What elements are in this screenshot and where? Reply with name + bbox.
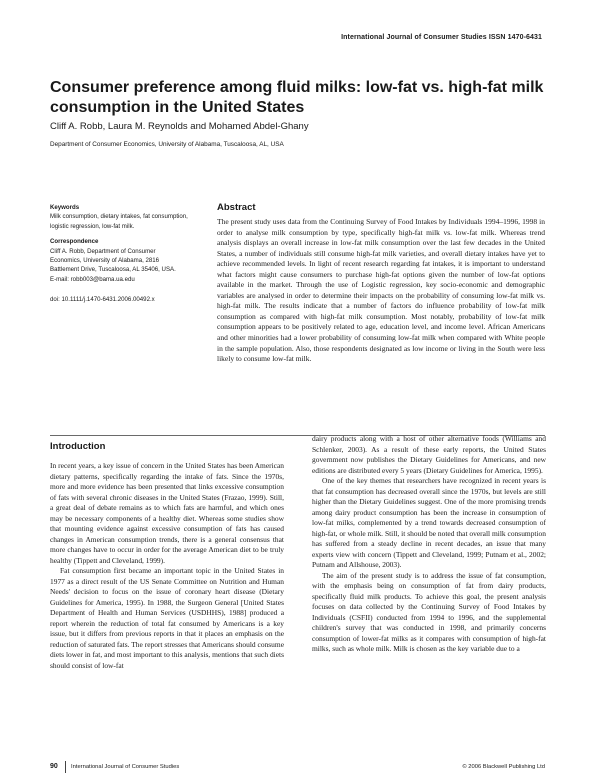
- article-info-sidebar: [50, 203, 200, 305]
- correspondence-email: E-mail: robb003@bama.ua.edu: [50, 275, 135, 283]
- keywords-text: Milk consumption, dietary intakes, fat consumption, logistic regression, low-fat milk.: [50, 213, 188, 230]
- running-head: International Journal of Consumer Studies ISSN 1470-6431: [341, 34, 542, 41]
- page-footer: [50, 762, 545, 772]
- author-list: Cliff A. Robb, Laura M. Reynolds and Mohamed Abdel-Ghany: [50, 121, 309, 132]
- introduction-heading: Introduction: [50, 441, 106, 452]
- body-paragraph: In recent years, a key issue of concern in the United States has been American dietary patterns, specifically regarding the intake of fats. Since the 1970s, more and more evidence has been presented that links excessive consumption of fats with several chronic diseases in the United States (Frazao, 1999). Still, a great deal of debate remains as to which fats are harmful, and which ones may be necessary components of a healthy diet. Whereas some studies show that mounting evidence against excessive consumption of fats has caused changes in American consumption trends, there is a general consensus that more changes have to occur in order for the average American diet to be truly healthy (Tippett and Cleveland, 1999).: [50, 461, 284, 565]
- body-paragraph: dairy products along with a host of other alternative foods (Williams and Schlenker, 2003). As a result of these early reports, the United States government now publishes the Dietary Guidelines for Americans, and new editions are distributed every 5 years (Dietary Guidelines for America, 1995).: [312, 434, 546, 475]
- article-title: Consumer preference among fluid milks: low-fat vs. high-fat milk consumption in the United States: [50, 79, 544, 116]
- body-column-right: [312, 434, 546, 655]
- body-column-left: [50, 461, 284, 671]
- affiliation: Department of Consumer Economics, University of Alabama, Tuscaloosa, AL, USA: [50, 141, 284, 148]
- keywords-label: Keywords: [50, 204, 80, 211]
- body-paragraph: The aim of the present study is to address the issue of fat consumption, with the emphasis being on consumption of fat from dairy products, specifically fluid milk products. To achieve this goal, the present analysis focuses on data collected by the Continuing Survey of Food Intakes by Individuals (CSFII) conducted from 1994 to 1996, and the supplemental children's survey that was conducted in 1998, and primarily concerns consumption of lower-fat milks as it compares with consumption of high-fat milks, such as whole milk. Milk is chosen as the key variable due to a: [312, 570, 546, 653]
- abstract-heading: Abstract: [217, 202, 256, 213]
- doi: doi: 10.1111/j.1470-6431.2006.00492.x: [50, 296, 155, 304]
- abstract-text: The present study uses data from the Continuing Survey of Food Intakes by Individuals 1994–1996, 1998 in order to analyse milk consumption by type, specifically high-fat milk vs. low-fat milk. Whereas trend analysis displays an overall increase in low-fat milk consumption over the last few decades in the United States, a number of individuals still consume high-fat milk varieties, and overall dietary intakes have yet to achieve recommended levels. In light of recent research regarding fat intakes, it is important to understand what factors might cause consumers to purchase high-fat options given the number of low-fat options available in the market. Through the use of Logistic regression, key socio-economic and demographic variables are analysed in order to determine their impacts on the probability of consuming low-fat milk vs. high-fat milk. The results indicate that a number of factors do influence probability of low-fat milk consumption as compared with high-fat milk consumption. Most notably, probability of low-fat milk consumption appears to be positively related to age, education level, and income level. African Americans and other minorities had a lower probability of consuming low-fat milk when compared with White people in the sample population. Also, those respondents designated as low income or living in the South were less likely to consume low-fat milk.: [217, 217, 545, 364]
- correspondence-line: Cliff A. Robb, Department of Consumer: [50, 247, 156, 255]
- correspondence-label: Correspondence: [50, 238, 99, 246]
- body-paragraph: Fat consumption first became an important topic in the United States in 1977 as a direct result of the US Senate Committee on Nutrition and Human Needs' decision to focus on the issue of coronary heart disease (Dietary Guidelines for America, 1995). In 1988, the Surgeon General [United States Department of Health and Human Services (USDHHS), 1988] produced a report wherein the reduction of total fat consumed by Americans is a key issue, but it differs from previous reports in that it places an emphasis on the reduction of saturated fats. The report stresses that Americans should consume diets lower in fat, and most important to this analysis, mentions that such diets should consist of low-fat: [50, 566, 284, 670]
- correspondence-line: Battlement Drive, Tuscaloosa, AL 35406, USA.: [50, 266, 176, 274]
- body-paragraph: One of the key themes that researchers have recognized in recent years is that fat consumption has decreased overall since the 1970s, but levels are still higher than the Dietary Guidelines suggest. One of the more promising trends among dairy product consumption has been the increase in consumption of low-fat milks, complemented by a trend towards decreased consumption of high-fat, or whole milk. Still, it should be noted that overall milk consumption has suffered from a steady decline in recent decades, an issue that many experts view with concern (Tippett and Cleveland, 1999; Putnam et al., 2002; Putnam and Allshouse, 2003).: [312, 476, 546, 569]
- page-number: 90: [50, 763, 58, 770]
- keywords-block: [50, 203, 200, 231]
- footer-journal-name: International Journal of Consumer Studies: [71, 764, 180, 770]
- footer-copyright: © 2006 Blackwell Publishing Ltd: [462, 764, 545, 770]
- correspondence-line: Economics, University of Alabama, 2816: [50, 257, 160, 265]
- footer-divider: [65, 761, 66, 773]
- correspondence-block: [50, 237, 200, 284]
